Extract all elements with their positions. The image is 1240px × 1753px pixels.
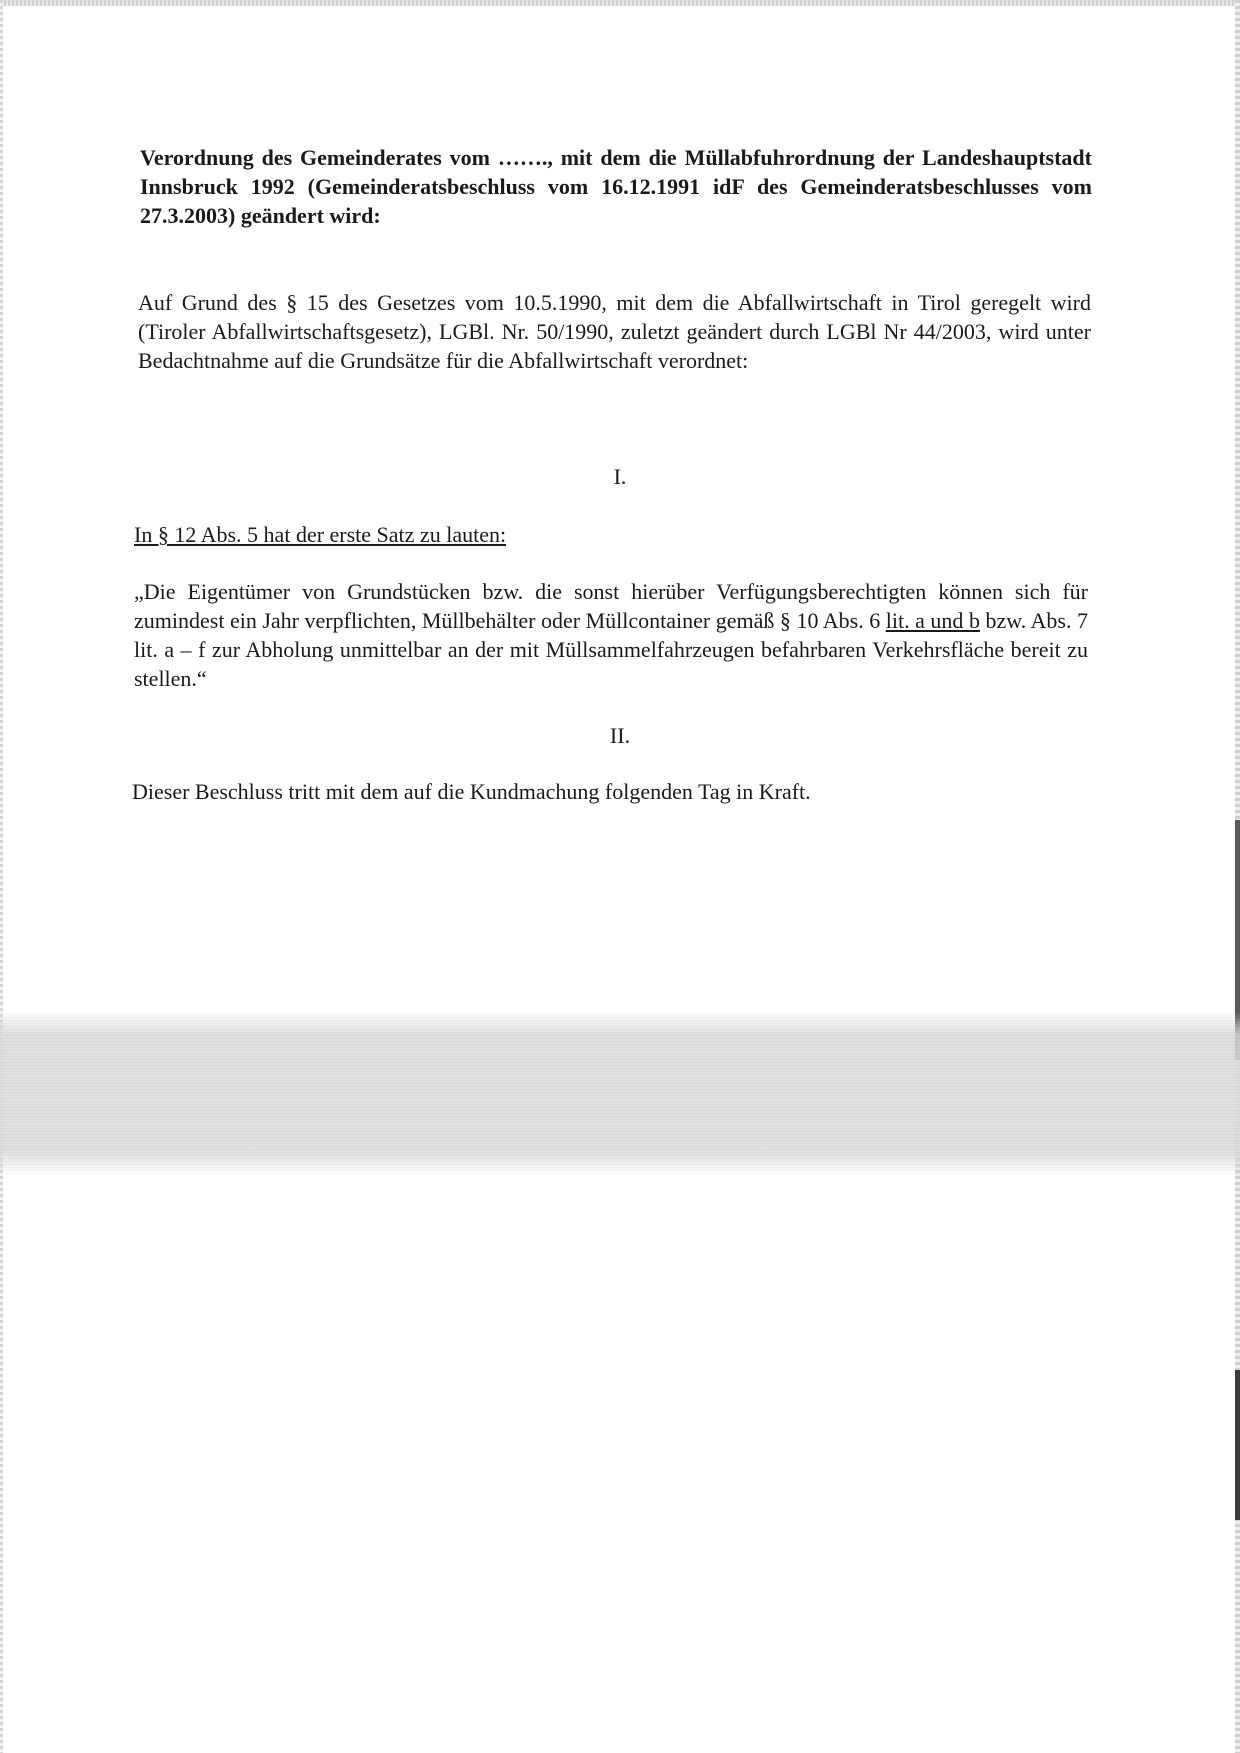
section-number-2: II. <box>609 723 631 748</box>
amendment-instruction: In § 12 Abs. 5 hat der erste Satz zu lauten: <box>134 522 507 547</box>
amendment-text-underlined: lit. a und b <box>885 608 980 633</box>
amendment-text-part2: bzw. Abs. 7 lit. a – f zur Abholung unmittelbar an der mit Müllsammelfahrzeugen befahrbaren Verkehrsfläche bereit zu stellen.“ <box>134 608 1088 691</box>
section-number-1: I. <box>613 464 627 489</box>
effective-date-clause: Dieser Beschluss tritt mit dem auf die Kundmachung folgenden Tag in Kraft. <box>132 779 811 804</box>
amendment-text <box>134 577 1088 693</box>
amendment-text-part1: „Die Eigentümer von Grundstücken bzw. die sonst hierüber Verfügungsberechtigten können sich für zumindest ein Jahr verpflichten, Müllbehälter oder Müllcontainer gemäß § 10 Abs. 6 <box>134 579 1088 633</box>
preamble-paragraph: Auf Grund des § 15 des Gesetzes vom 10.5.1990, mit dem die Abfallwirtschaft in Tirol geregelt wird (Tiroler Abfallwirtschaftsgesetz), LGBl. Nr. 50/1990, zuletzt geändert durch LGBl Nr 44/2003, wird unter Bedachtnahme auf die Grundsätze für die Abfallwirtschaft verordnet: <box>138 290 1091 373</box>
document-title: Verordnung des Gemeinderates vom ……., mit dem die Müllabfuhrordnung der Landeshauptstadt Innsbruck 1992 (Gemeinderatsbeschluss vom 16.12.1991 idF des Gemeinderatsbeschlusses vom 27.3.2003) geändert wird: <box>140 145 1092 228</box>
